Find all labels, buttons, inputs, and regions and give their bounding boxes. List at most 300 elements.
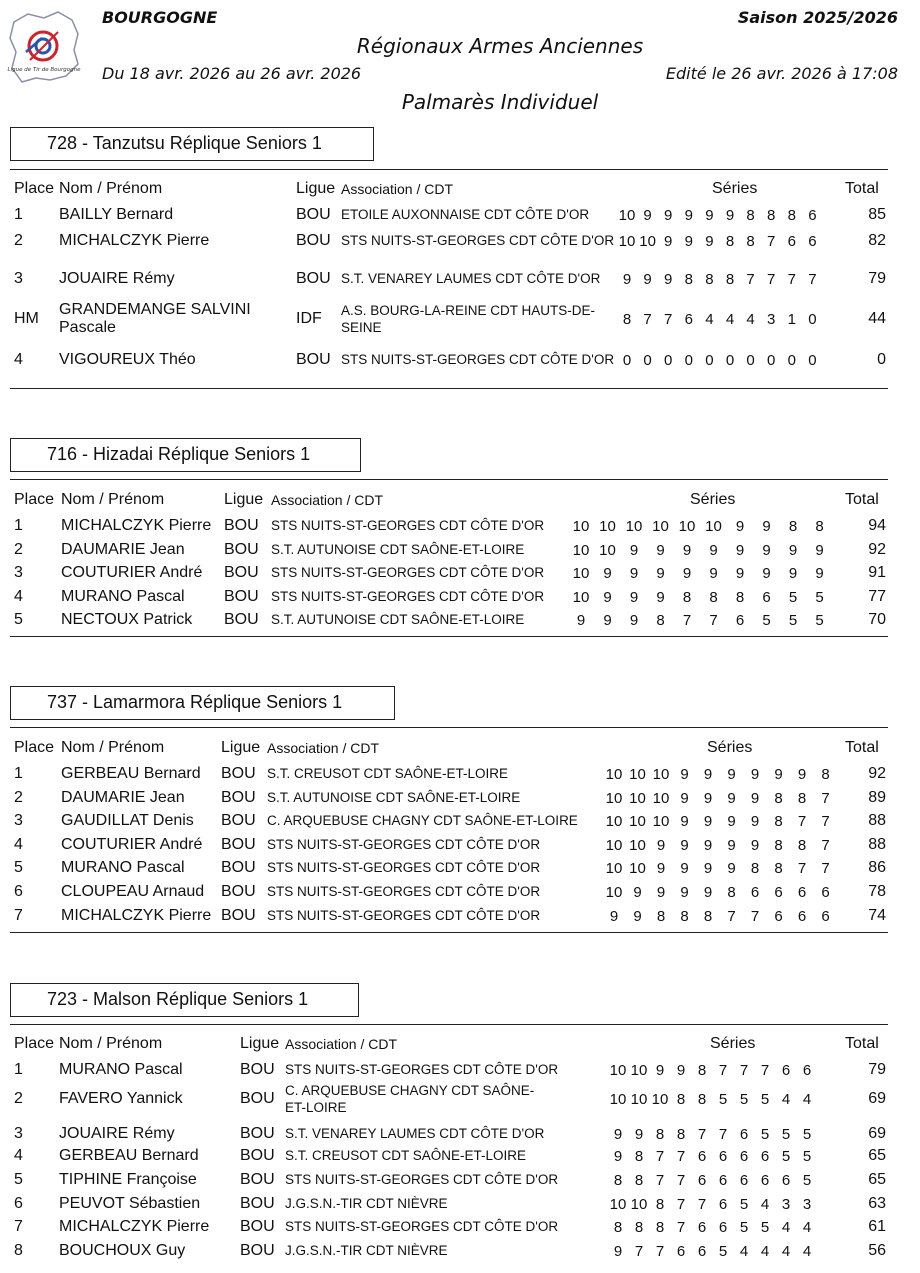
row-association: S.T. AUTUNOISE CDT SAÔNE-ET-LOIRE: [271, 612, 525, 627]
series-score: 10: [678, 518, 696, 535]
row-association: S.T. AUTUNOISE CDT SAÔNE-ET-LOIRE: [271, 542, 525, 557]
table-row: [10, 905, 888, 929]
series-score: 9: [680, 766, 689, 783]
series-score: 8: [774, 813, 783, 830]
row-total: 63: [868, 1195, 886, 1212]
row-association: STS NUITS-ST-GEORGES CDT CÔTE D'OR: [285, 1172, 559, 1187]
series-score: 10: [630, 1062, 648, 1079]
series-score: 7: [739, 1062, 749, 1079]
series-score: 0: [622, 352, 632, 369]
series-score: 8: [774, 837, 783, 854]
series-score: 7: [767, 271, 776, 288]
series-score: 9: [603, 612, 612, 629]
row-name: DAUMARIE Jean: [61, 541, 185, 558]
series-score: 10: [705, 518, 722, 535]
row-ligue: BOU: [224, 541, 259, 558]
series-score: 6: [739, 1126, 749, 1143]
row-association: STS NUITS-ST-GEORGES CDT CÔTE D'OR: [267, 860, 541, 875]
row-association: S.T. AUTUNOISE CDT SAÔNE-ET-LOIRE: [267, 790, 521, 805]
series-score: 10: [609, 1062, 627, 1079]
series-score: 6: [718, 1148, 728, 1165]
row-ligue: BOU: [240, 1195, 275, 1212]
series-score: 9: [609, 908, 619, 925]
section-title: 723 - Malson Réplique Seniors 1: [10, 983, 359, 1017]
table-row: [10, 1169, 888, 1193]
row-total: 91: [868, 564, 886, 581]
series-score: 4: [781, 1219, 791, 1236]
row-association: STS NUITS-ST-GEORGES CDT CÔTE D'OR: [271, 518, 545, 533]
row-total: 82: [868, 232, 886, 249]
row-ligue: BOU: [221, 812, 256, 829]
table-row: [10, 1193, 888, 1217]
series-score: 9: [762, 518, 771, 535]
series-score: 4: [760, 1243, 770, 1260]
col-header-total: Total: [845, 1035, 879, 1052]
series-score: 9: [676, 1062, 686, 1079]
series-score: 6: [697, 1243, 707, 1260]
row-total: 65: [868, 1147, 886, 1164]
row-place: 5: [14, 1171, 23, 1188]
series-score: 7: [655, 1243, 665, 1260]
edited-timestamp: Edité le 26 avr. 2026 à 17:08: [665, 64, 898, 83]
row-total: 69: [868, 1090, 886, 1107]
table-row: [10, 301, 888, 336]
row-association: S.T. VENAREY LAUMES CDT CÔTE D'OR: [341, 271, 601, 286]
series-score: 4: [739, 1243, 749, 1260]
series-score: 5: [760, 1219, 770, 1236]
section-divider: [10, 727, 888, 728]
series-score: 6: [739, 1172, 749, 1189]
series-score: 8: [774, 790, 783, 807]
series-score: 10: [652, 813, 670, 830]
series-score: 10: [625, 518, 643, 535]
series-score: 6: [821, 884, 830, 901]
row-name: GERBEAU Bernard: [59, 1147, 199, 1164]
series-score: 9: [629, 565, 639, 582]
series-score: 4: [760, 1196, 770, 1213]
series-score: 9: [735, 542, 745, 559]
row-association: A.S. BOURG-LA-REINE CDT HAUTS-DE-SEINE: [341, 303, 596, 335]
row-ligue: BOU: [296, 270, 331, 287]
section-divider: [10, 1024, 888, 1025]
series-score: 9: [656, 565, 665, 582]
series-score: 5: [802, 1172, 812, 1189]
row-place: 1: [14, 206, 23, 223]
series-score: 8: [684, 271, 693, 288]
row-name: MICHALCZYK Pierre: [61, 907, 212, 924]
row-ligue: BOU: [221, 789, 256, 806]
series-score: 6: [781, 1172, 791, 1189]
series-score: 9: [725, 207, 735, 224]
series-score: 7: [655, 1172, 665, 1189]
series-score: 6: [750, 884, 760, 901]
series-score: 9: [727, 813, 736, 830]
row-total: 69: [868, 1125, 886, 1142]
row-total: 94: [868, 517, 886, 534]
series-score: 9: [664, 271, 673, 288]
series-score: 9: [682, 542, 692, 559]
row-ligue: BOU: [221, 765, 256, 782]
series-score: 5: [815, 612, 824, 629]
series-score: 9: [656, 589, 665, 606]
series-score: 9: [703, 884, 713, 901]
series-score: 10: [605, 860, 623, 877]
table-row: [10, 609, 888, 633]
row-total: 70: [868, 611, 886, 628]
row-name: DAUMARIE Jean: [61, 789, 185, 806]
series-score: 5: [760, 1126, 770, 1143]
col-header-series: Séries: [707, 739, 753, 756]
row-total: 79: [868, 270, 886, 287]
row-ligue: BOU: [221, 907, 256, 924]
series-score: 7: [718, 1126, 728, 1143]
series-score: 10: [605, 813, 623, 830]
series-score: 6: [676, 1243, 686, 1260]
row-place: 2: [14, 541, 23, 558]
series-score: 9: [735, 518, 745, 535]
series-score: 7: [797, 860, 807, 877]
row-name: PEUVOT Sébastien: [59, 1195, 201, 1212]
row-name: MICHALCZYK Pierre: [61, 517, 212, 534]
row-association: STS NUITS-ST-GEORGES CDT CÔTE D'OR: [285, 1062, 559, 1077]
series-score: 8: [725, 233, 735, 250]
series-score: 9: [797, 766, 807, 783]
series-score: 8: [697, 1062, 707, 1079]
col-header-total: Total: [845, 491, 879, 508]
series-score: 6: [802, 1062, 812, 1079]
series-score: 9: [703, 860, 713, 877]
series-score: 6: [718, 1172, 728, 1189]
series-score: 9: [684, 207, 693, 224]
series-score: 9: [656, 884, 666, 901]
col-header-ligue: Ligue: [221, 739, 261, 756]
row-place: 4: [14, 836, 23, 853]
table-row: [10, 227, 888, 257]
svg-text:Ligue de Tir de Bourgogne: Ligue de Tir de Bourgogne: [7, 67, 81, 73]
row-place: 6: [14, 883, 23, 900]
table-row: [10, 204, 888, 228]
series-score: 7: [643, 311, 652, 328]
row-name: COUTURIER André: [61, 564, 203, 581]
row-total: 77: [868, 588, 886, 605]
section-bottom-rule: [10, 932, 888, 933]
col-header-ligue: Ligue: [224, 491, 264, 508]
series-score: 9: [613, 1243, 623, 1260]
row-place: 2: [14, 789, 23, 806]
series-score: 0: [684, 352, 693, 369]
series-score: 4: [705, 311, 714, 328]
series-score: 8: [797, 837, 807, 854]
series-score: 5: [781, 1148, 791, 1165]
col-header-series: Séries: [712, 180, 758, 197]
row-place: 2: [14, 232, 23, 249]
row-place: 4: [14, 1147, 23, 1164]
series-score: 8: [682, 589, 692, 606]
series-score: 7: [760, 1062, 770, 1079]
series-score: 7: [697, 1196, 707, 1213]
series-score: 8: [788, 518, 798, 535]
series-score: 10: [651, 1091, 669, 1108]
col-header-name: Nom / Prénom: [61, 739, 165, 756]
row-place: 5: [14, 859, 23, 876]
row-total: 92: [868, 541, 886, 558]
table-row: [10, 1084, 888, 1116]
series-score: 6: [718, 1196, 728, 1213]
col-header-total: Total: [845, 739, 879, 756]
series-score: 5: [718, 1243, 728, 1260]
row-association: STS NUITS-ST-GEORGES CDT CÔTE D'OR: [271, 565, 545, 580]
section-title: 716 - Hizadai Réplique Seniors 1: [10, 438, 361, 472]
row-name: BOUCHOUX Guy: [59, 1242, 186, 1259]
col-header-series: Séries: [710, 1035, 756, 1052]
series-score: 5: [739, 1196, 749, 1213]
table-row: [10, 265, 888, 295]
series-score: 4: [781, 1091, 791, 1108]
row-ligue: BOU: [240, 1090, 275, 1107]
series-score: 9: [633, 884, 642, 901]
row-ligue: BOU: [221, 836, 256, 853]
row-ligue: IDF: [296, 310, 322, 327]
row-place: 7: [14, 907, 23, 924]
col-header-association: Association / CDT: [341, 181, 454, 197]
results-section: [10, 686, 888, 936]
series-score: 5: [788, 589, 798, 606]
series-score: 8: [746, 233, 755, 250]
series-score: 7: [787, 271, 796, 288]
series-score: 8: [821, 766, 830, 783]
series-score: 9: [655, 1062, 665, 1079]
table-row: [10, 834, 888, 858]
row-name: GRANDEMANGE SALVINI Pascale: [59, 301, 251, 336]
series-score: 9: [727, 860, 736, 877]
col-header-place: Place: [14, 739, 55, 756]
series-score: 6: [760, 1172, 770, 1189]
series-score: 10: [652, 766, 670, 783]
row-name: GERBEAU Bernard: [61, 765, 201, 782]
series-score: 0: [705, 352, 714, 369]
table-row: [10, 1216, 888, 1240]
series-score: 10: [572, 542, 590, 559]
series-score: 8: [656, 612, 665, 629]
row-name: NECTOUX Patrick: [61, 611, 193, 628]
series-score: 8: [746, 207, 755, 224]
series-score: 9: [762, 542, 771, 559]
series-score: 9: [727, 766, 736, 783]
series-score: 1: [787, 311, 796, 328]
row-name: MURANO Pascal: [61, 859, 185, 876]
series-score: 10: [639, 233, 656, 250]
series-score: 9: [684, 233, 693, 250]
row-ligue: BOU: [240, 1171, 275, 1188]
series-score: 9: [750, 837, 760, 854]
series-score: 8: [767, 207, 776, 224]
row-name: MURANO Pascal: [59, 1061, 183, 1078]
series-score: 9: [664, 233, 673, 250]
row-name: MICHALCZYK Pierre: [59, 232, 210, 249]
row-total: 86: [868, 859, 886, 876]
series-score: 10: [572, 589, 590, 606]
series-score: 8: [680, 908, 689, 925]
series-score: 6: [781, 1062, 791, 1079]
series-score: 10: [629, 813, 646, 830]
series-score: 6: [774, 908, 783, 925]
series-score: 3: [767, 311, 776, 328]
series-score: 7: [727, 908, 736, 925]
series-score: 8: [676, 1091, 686, 1108]
row-ligue: BOU: [296, 206, 331, 223]
series-score: 9: [750, 766, 760, 783]
series-score: 8: [705, 271, 714, 288]
row-name: MURANO Pascal: [61, 588, 185, 605]
series-score: 7: [821, 790, 830, 807]
row-association: STS NUITS-ST-GEORGES CDT CÔTE D'OR: [285, 1219, 559, 1234]
series-score: 9: [622, 271, 632, 288]
series-score: 9: [656, 542, 665, 559]
row-association: ETOILE AUXONNAISE CDT CÔTE D'OR: [341, 207, 590, 222]
series-score: 5: [762, 612, 771, 629]
series-score: 10: [605, 884, 623, 901]
table-row: [10, 562, 888, 586]
table-row: [10, 1240, 888, 1264]
series-score: 8: [750, 860, 760, 877]
series-score: 9: [656, 837, 666, 854]
series-score: 7: [676, 1148, 686, 1165]
series-score: 0: [643, 352, 652, 369]
series-score: 7: [655, 1148, 665, 1165]
series-score: 6: [821, 908, 830, 925]
row-name: CLOUPEAU Arnaud: [61, 883, 205, 900]
series-score: 8: [634, 1172, 644, 1189]
season-label: Saison 2025/2026: [737, 8, 898, 27]
series-score: 8: [774, 860, 783, 877]
series-score: 8: [676, 1126, 686, 1143]
series-score: 6: [760, 1148, 770, 1165]
col-header-name: Nom / Prénom: [59, 1035, 163, 1052]
row-ligue: BOU: [296, 351, 331, 368]
series-score: 5: [739, 1219, 749, 1236]
series-score: 9: [633, 908, 642, 925]
series-score: 4: [802, 1243, 812, 1260]
series-score: 8: [655, 1126, 665, 1143]
row-association: C. ARQUEBUSE CHAGNY CDT SAÔNE-ET-LOIRE: [267, 813, 578, 828]
row-association: STS NUITS-ST-GEORGES CDT CÔTE D'OR: [267, 884, 541, 899]
row-place: 3: [14, 270, 23, 287]
series-score: 9: [613, 1148, 623, 1165]
series-score: 6: [774, 884, 783, 901]
row-total: 92: [868, 765, 886, 782]
series-score: 8: [613, 1172, 623, 1189]
series-score: 6: [697, 1219, 707, 1236]
series-score: 5: [802, 1148, 812, 1165]
row-name: JOUAIRE Rémy: [59, 270, 175, 287]
page-subtitle: Palmarès Individuel: [401, 90, 599, 114]
col-header-association: Association / CDT: [285, 1036, 398, 1052]
series-score: 9: [603, 589, 612, 606]
table-row: [10, 539, 888, 563]
series-score: 7: [808, 271, 817, 288]
series-score: 9: [709, 542, 718, 559]
row-name: FAVERO Yannick: [59, 1090, 183, 1107]
series-score: 9: [703, 766, 713, 783]
series-score: 9: [629, 589, 639, 606]
section-divider: [10, 169, 888, 170]
series-score: 5: [788, 612, 798, 629]
row-ligue: BOU: [240, 1242, 275, 1259]
series-score: 6: [787, 233, 796, 250]
row-total: 65: [868, 1171, 886, 1188]
series-score: 4: [781, 1243, 791, 1260]
row-place: 3: [14, 812, 23, 829]
table-row: [10, 881, 888, 905]
series-score: 9: [815, 542, 824, 559]
series-score: 9: [709, 565, 718, 582]
row-ligue: BOU: [240, 1125, 275, 1142]
row-place: 1: [14, 765, 23, 782]
page-title: Régionaux Armes Anciennes: [356, 34, 644, 58]
row-place: 3: [14, 564, 23, 581]
series-score: 9: [750, 790, 760, 807]
series-score: 9: [682, 565, 692, 582]
series-score: 8: [727, 884, 736, 901]
table-row: [10, 810, 888, 834]
row-ligue: BOU: [224, 588, 259, 605]
series-score: 9: [680, 884, 689, 901]
series-score: 4: [725, 311, 735, 328]
series-score: 9: [629, 612, 639, 629]
results-section: [10, 983, 888, 1273]
series-score: 10: [572, 565, 590, 582]
series-score: 0: [787, 352, 796, 369]
table-row: [10, 763, 888, 787]
series-score: 9: [680, 813, 689, 830]
series-score: 9: [576, 612, 586, 629]
row-association: STS NUITS-ST-GEORGES CDT CÔTE D'OR: [341, 352, 615, 367]
section-divider: [10, 479, 888, 480]
series-score: 8: [797, 790, 807, 807]
series-score: 8: [655, 1196, 665, 1213]
row-place: 1: [14, 517, 23, 534]
series-score: 8: [787, 207, 796, 224]
series-score: 6: [684, 311, 693, 328]
col-header-association: Association / CDT: [271, 492, 384, 508]
series-score: 10: [572, 518, 590, 535]
row-association: C. ARQUEBUSE CHAGNY CDT SAÔNE-ET-LOIRE: [285, 1083, 535, 1115]
table-row: [10, 857, 888, 881]
results-section: [10, 438, 888, 640]
row-total: 85: [868, 206, 886, 223]
row-association: S.T. VENAREY LAUMES CDT CÔTE D'OR: [285, 1126, 545, 1141]
series-score: 10: [609, 1091, 627, 1108]
col-header-place: Place: [14, 1035, 55, 1052]
row-name: MICHALCZYK Pierre: [59, 1218, 210, 1235]
row-association: S.T. CREUSOT CDT SAÔNE-ET-LOIRE: [285, 1148, 527, 1163]
row-name: VIGOUREUX Théo: [59, 351, 196, 368]
series-score: 10: [629, 860, 646, 877]
series-score: 7: [821, 860, 830, 877]
series-score: 3: [781, 1196, 791, 1213]
row-ligue: BOU: [221, 883, 256, 900]
series-score: 8: [735, 589, 745, 606]
series-score: 10: [605, 790, 623, 807]
row-ligue: BOU: [224, 517, 259, 534]
series-score: 7: [676, 1219, 686, 1236]
row-ligue: BOU: [296, 232, 331, 249]
series-score: 6: [718, 1219, 728, 1236]
row-ligue: BOU: [240, 1061, 275, 1078]
series-score: 5: [760, 1091, 770, 1108]
series-score: 8: [634, 1148, 644, 1165]
series-score: 9: [788, 565, 798, 582]
